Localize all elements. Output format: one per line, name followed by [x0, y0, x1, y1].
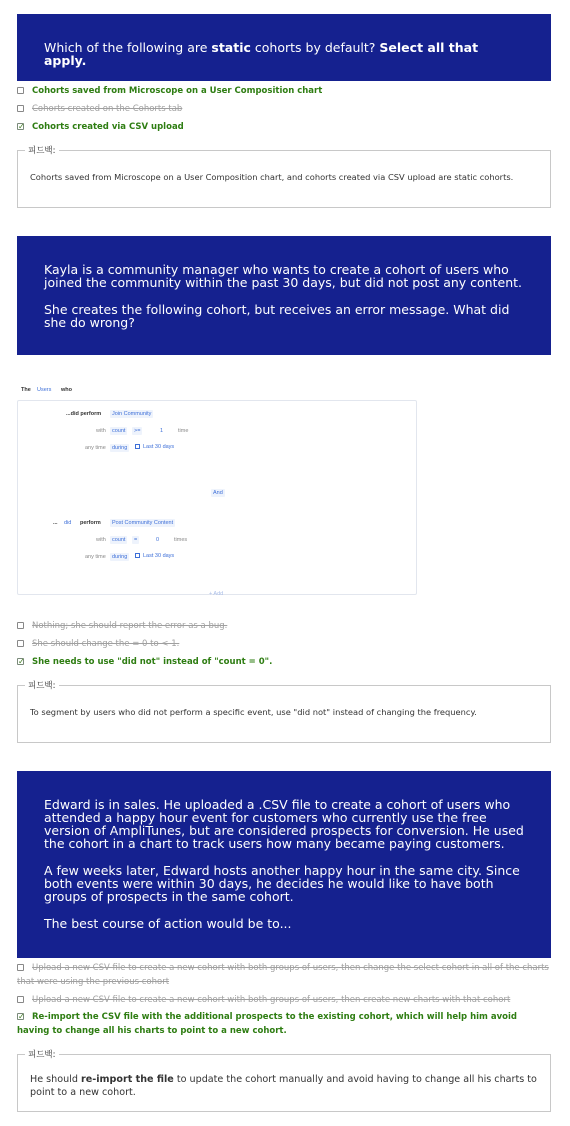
builder-with-1: with: [96, 428, 106, 434]
builder-num-2[interactable]: 0: [156, 537, 160, 543]
q1-option-1-checkbox[interactable]: [17, 87, 24, 94]
builder-add-button[interactable]: + Add: [209, 591, 224, 597]
q1-option-3[interactable]: [17, 120, 551, 134]
q3-feedback-text: He should re-import the file to update the cohort manually and avoid having to change all his charts to point to a new cohort.: [30, 1074, 537, 1098]
q3-option-2-checkbox[interactable]: [17, 996, 24, 1003]
builder-did-2[interactable]: did: [64, 520, 72, 526]
builder-range-2[interactable]: Last 30 days: [135, 553, 174, 559]
q1-option-3-checkbox[interactable]: [17, 123, 24, 130]
question-3-box: [17, 771, 551, 958]
q3-option-3-label: Re-import the CSV file with the additional prospects to the existing cohort, which will help him avoid having to change all his charts to point to a new cohort.: [17, 1012, 517, 1036]
builder-the: The: [21, 387, 31, 393]
builder-with-2: with: [96, 537, 106, 543]
q2-option-2[interactable]: [17, 637, 551, 651]
q3-option-1[interactable]: [17, 961, 551, 989]
q1-option-3-label: Cohorts created via CSV upload: [32, 122, 184, 132]
q3-feedback-label: 피드백:: [25, 1048, 59, 1060]
question-2-para-1: Kayla is a community manager who wants to create a cohort of users who joined the community within the past 30 days, but did not post any content.: [44, 262, 522, 290]
q1-feedback-label: 피드백:: [25, 144, 59, 156]
q2-feedback-label: 피드백:: [25, 679, 59, 691]
builder-perform-2: perform: [80, 520, 101, 526]
q3-option-2[interactable]: [17, 993, 551, 1007]
q3-option-1-checkbox[interactable]: [17, 964, 24, 971]
q2-option-1[interactable]: [17, 619, 551, 633]
q2-option-3-label: She needs to use "did not" instead of "count = 0".: [32, 657, 273, 667]
builder-op-2[interactable]: =: [134, 537, 138, 543]
q1-feedback-text: Cohorts saved from Microscope on a User Composition chart, and cohorts created via CSV upload are static cohorts.: [30, 172, 514, 182]
builder-num-1[interactable]: 1: [160, 428, 164, 434]
builder-event-1[interactable]: Join Community: [112, 411, 152, 417]
q2-feedback-text: To segment by users who did not perform a specific event, use "did not" instead of changing the frequency.: [30, 707, 477, 717]
q2-option-3[interactable]: [17, 655, 551, 669]
question-1-text: Which of the following are static cohorts by default? Select all that apply.: [44, 40, 479, 68]
question-3-para-3: The best course of action would be to...: [44, 916, 292, 931]
question-3-para-2: A few weeks later, Edward hosts another happy hour in the same city. Since both events were within 30 days, he decides he would like to have both groups of prospects in the same cohort.: [44, 863, 520, 904]
builder-and-button[interactable]: And: [213, 490, 223, 496]
builder-panel: [17, 400, 417, 595]
builder-anytime-2: any time: [85, 554, 106, 560]
builder-event-2[interactable]: Post Community Content: [112, 520, 174, 526]
q3-feedback-box: [17, 1050, 551, 1112]
builder-anytime-1: any time: [85, 445, 106, 451]
question-3-para-1: Edward is in sales. He uploaded a .CSV file to create a cohort of users who attended a happy hour event for customers who currently use the free version of AmpliTunes, but are considered prospects for conversion. He used the cohort in a chart to track users how many became paying customers.: [44, 797, 524, 851]
q3-option-3-checkbox[interactable]: [17, 1013, 24, 1020]
builder-unit-1: time: [178, 428, 189, 434]
builder-during-2[interactable]: during: [112, 554, 128, 560]
q3-option-2-label: Upload a new CSV file to create a new cohort with both groups of users, then create new charts with that cohort: [32, 995, 511, 1005]
q1-feedback-box: [17, 146, 551, 208]
builder-range-1[interactable]: Last 30 days: [135, 444, 174, 450]
calendar-icon: [135, 444, 140, 449]
q2-option-1-checkbox[interactable]: [17, 622, 24, 629]
question-1-box: [17, 14, 551, 81]
builder-op-1[interactable]: >=: [134, 428, 141, 434]
builder-who: who: [61, 387, 72, 393]
q1-option-1-label: Cohorts saved from Microscope on a User Composition chart: [32, 86, 323, 96]
question-2-box: [17, 236, 551, 355]
q3-option-1-label: Upload a new CSV file to create a new cohort with both groups of users, then change the select cohort in all of the charts that were using the previous cohort: [17, 963, 549, 987]
builder-users-select[interactable]: Users: [37, 387, 52, 393]
q2-option-3-checkbox[interactable]: [17, 658, 24, 665]
builder-dots-2: ...: [53, 520, 58, 526]
calendar-icon: [135, 553, 140, 558]
q2-feedback-box: [17, 681, 551, 743]
builder-count-2[interactable]: count: [112, 537, 126, 543]
q2-option-1-label: Nothing; she should report the error as a bug.: [32, 621, 228, 631]
q2-option-2-label: She should change the = 0 to < 1.: [32, 639, 180, 649]
question-2-para-2: She creates the following cohort, but receives an error message. What did she do wrong?: [44, 302, 510, 330]
builder-during-1[interactable]: during: [112, 445, 128, 451]
q1-option-2[interactable]: [17, 102, 551, 116]
q1-option-2-label: Cohorts created on the Cohorts tab: [32, 104, 183, 114]
builder-count-1[interactable]: count: [112, 428, 126, 434]
q1-option-1[interactable]: [17, 84, 551, 98]
q3-option-3[interactable]: [17, 1010, 551, 1038]
builder-unit-2: times: [174, 537, 188, 543]
builder-did-perform-1: ...did perform: [66, 411, 102, 417]
q1-option-2-checkbox[interactable]: [17, 105, 24, 112]
q2-option-2-checkbox[interactable]: [17, 640, 24, 647]
